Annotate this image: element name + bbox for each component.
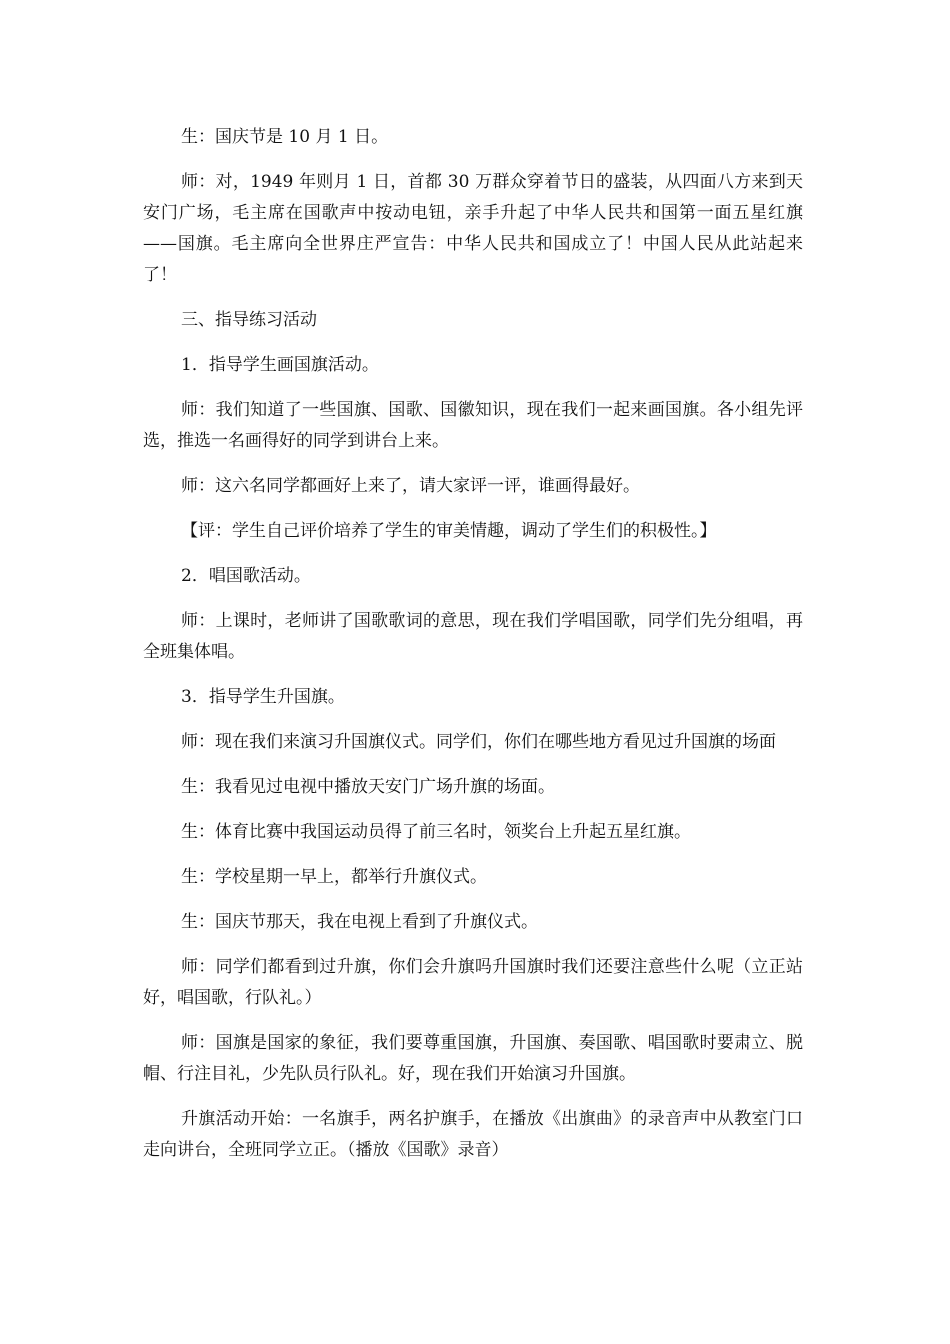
paragraph-teacher-attention: 师：同学们都看到过升旗，你们会升旗吗升国旗时我们还要注意些什么呢（立正站好，唱国歌，行队礼。） bbox=[143, 957, 803, 1008]
paragraph-teacher-symbol: 师：国旗是国家的象征，我们要尊重国旗，升国旗、奏国歌、唱国歌时要肃立、脱帽、行注目礼，少先队员行队礼。好，现在我们开始演习升国旗。 bbox=[143, 1033, 803, 1084]
paragraph-student-school: 生：学校星期一早上，都举行升旗仪式。 bbox=[181, 867, 487, 887]
paragraph-student-national-day: 生：国庆节是 10 月 1 日。 bbox=[181, 127, 389, 147]
paragraph-student-tiananmen: 生：我看见过电视中播放天安门广场升旗的场面。 bbox=[181, 777, 555, 797]
paragraph-student-sports: 生：体育比赛中我国运动员得了前三名时，领奖台上升起五星红旗。 bbox=[181, 822, 691, 842]
subheading-sing-anthem: 2．唱国歌活动。 bbox=[181, 566, 311, 586]
paragraph-ceremony-start: 升旗活动开始：一名旗手，两名护旗手，在播放《出旗曲》的录音声中从教室门口走向讲台，全班同学立正。（播放《国歌》录音） bbox=[143, 1109, 803, 1160]
paragraph-teacher-founding: 师：对，1949 年则月 1 日，首都 30 万群众穿着节日的盛装，从四面八方来到天安门广场，毛主席在国歌声中按动电钮，亲手升起了中华人民共和国第一面五星红旗——国旗。毛主席向全世界庄严宣告：中华人民共和国成立了！中国人民从此站起来了！ bbox=[143, 172, 803, 285]
paragraph-student-tv: 生：国庆节那天，我在电视上看到了升旗仪式。 bbox=[181, 912, 538, 932]
section-heading-practice: 三、指导练习活动 bbox=[181, 310, 317, 330]
paragraph-comment: 【评：学生自己评价培养了学生的审美情趣，调动了学生们的积极性。】 bbox=[181, 521, 717, 541]
paragraph-teacher-evaluate: 师：这六名同学都画好上来了，请大家评一评，谁画得最好。 bbox=[181, 476, 640, 496]
paragraph-teacher-ceremony: 师：现在我们来演习升国旗仪式。同学们，你们在哪些地方看见过升国旗的场面 bbox=[181, 732, 776, 752]
subheading-draw-flag: 1．指导学生画国旗活动。 bbox=[181, 355, 379, 375]
paragraph-teacher-anthem: 师：上课时，老师讲了国歌歌词的意思，现在我们学唱国歌，同学们先分组唱，再全班集体唱。 bbox=[143, 611, 803, 662]
paragraph-teacher-draw-flag: 师：我们知道了一些国旗、国歌、国徽知识，现在我们一起来画国旗。各小组先评选，推选一名画得好的同学到讲台上来。 bbox=[143, 400, 803, 451]
document-body bbox=[143, 122, 803, 1180]
subheading-raise-flag: 3．指导学生升国旗。 bbox=[181, 687, 345, 707]
